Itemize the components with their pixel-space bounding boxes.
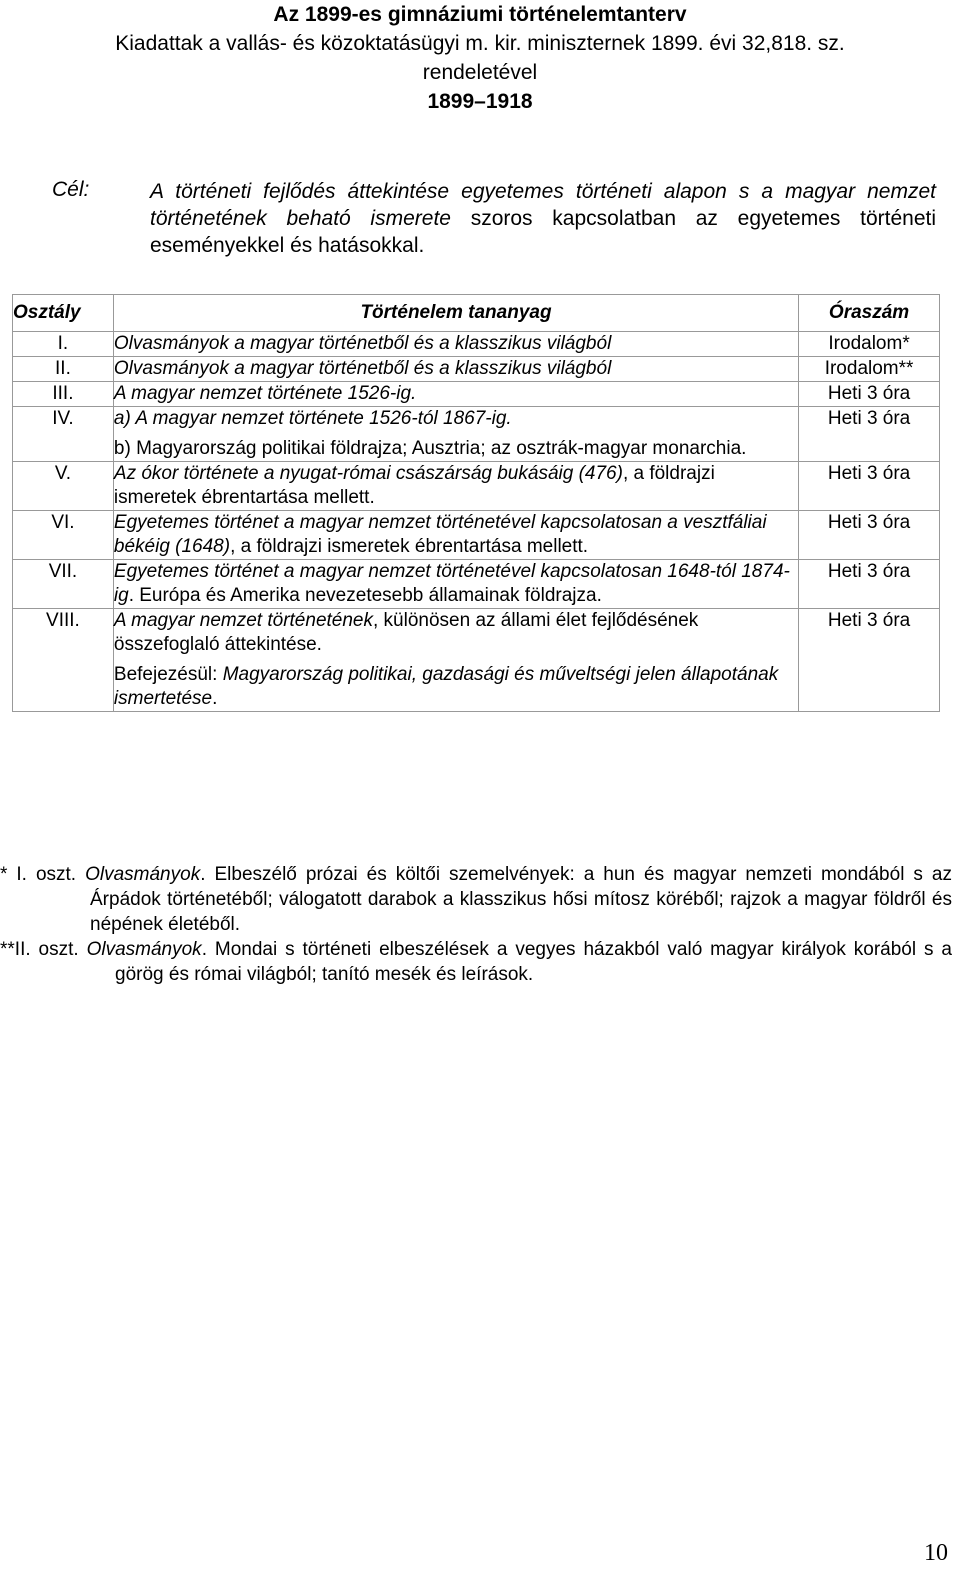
table-row bbox=[13, 511, 940, 560]
row-content bbox=[113, 560, 798, 609]
footnote-italic: Olvasmányok bbox=[85, 864, 201, 885]
row-hours: Heti 3 óra bbox=[799, 407, 940, 462]
row-content-conclusion bbox=[114, 663, 798, 711]
table-row bbox=[13, 407, 940, 462]
table-header-row bbox=[13, 295, 940, 332]
column-header-content: Történelem tananyag bbox=[113, 295, 798, 332]
row-content-italic: Egyetemes történet a magyar nemzet történetével kapcsolatosan a vesztfáliai békéig (1648) bbox=[113, 512, 767, 557]
table-row bbox=[13, 609, 940, 712]
row-content bbox=[113, 511, 798, 560]
row-class: V. bbox=[13, 462, 114, 511]
row-content: A magyar nemzet története 1526-ig. bbox=[113, 382, 798, 407]
row-class: III. bbox=[13, 382, 114, 407]
goal-text bbox=[150, 178, 936, 259]
row-content-b: b) Magyarország politikai földrajza; Ausztria; az osztrák-magyar monarchia. bbox=[113, 438, 747, 459]
row-content-italic: Egyetemes történet a magyar nemzet történetével kapcsolatosan 1648-tól 1874-ig bbox=[113, 561, 790, 606]
footnote-1 bbox=[0, 862, 952, 937]
row-content bbox=[113, 609, 798, 712]
row-content-rest: , a földrajzi ismeretek ébrentartása mellett. bbox=[230, 536, 589, 557]
row-hours: Heti 3 óra bbox=[799, 511, 940, 560]
column-header-class: Osztály bbox=[13, 295, 114, 332]
footnote-italic: Olvasmányok bbox=[86, 939, 202, 960]
row-class: IV. bbox=[13, 407, 114, 462]
row-hours: Heti 3 óra bbox=[799, 560, 940, 609]
goal-text-italic: A történeti fejlődés áttekintése egyetemes történeti alapon s a magyar nemzet történetének beható ismerete bbox=[150, 180, 936, 230]
footnotes bbox=[0, 862, 952, 987]
document-years: 1899–1918 bbox=[427, 90, 533, 113]
curriculum-table bbox=[12, 294, 940, 712]
document-subtitle-line2: rendeletével bbox=[422, 61, 538, 84]
page-number: 10 bbox=[924, 1540, 948, 1566]
row-content: Olvasmányok a magyar történetből és a klasszikus világból bbox=[113, 332, 798, 357]
row-class: VII. bbox=[13, 560, 114, 609]
goal-text-rest: szoros kapcsolatban az egyetemes történeti eseményekkel és hatásokkal. bbox=[150, 207, 936, 257]
row-content-rest: . Európa és Amerika nevezetesebb államainak földrajza. bbox=[128, 585, 602, 606]
row-class: VIII. bbox=[13, 609, 114, 712]
row-content-a: a) A magyar nemzet története 1526-tól 1867-ig. bbox=[113, 408, 512, 429]
footnote-text: . Mondai s történeti elbeszélések a vegyes házakból való magyar királyok korából s a görög és római világból; tanító mesék és leírások. bbox=[115, 939, 952, 985]
row-content-italic: A magyar nemzet történetének bbox=[113, 610, 373, 631]
row-class: I. bbox=[13, 332, 114, 357]
document-subtitle-line1: Kiadattak a vallás- és közoktatásügyi m. kir. miniszternek 1899. évi 32,818. sz. bbox=[115, 32, 845, 55]
table-row bbox=[13, 332, 940, 357]
footnote-prefix: * I. oszt. bbox=[0, 864, 86, 885]
row-hours: Heti 3 óra bbox=[799, 462, 940, 511]
row-content bbox=[113, 407, 798, 462]
row-content-rest: , a földrajzi ismeretek ébrentartása mellett. bbox=[113, 463, 715, 508]
table-row bbox=[13, 357, 940, 382]
goal-label: Cél: bbox=[52, 178, 90, 201]
row-hours: Irodalom** bbox=[799, 357, 940, 382]
column-header-hours: Óraszám bbox=[799, 295, 940, 332]
row-content bbox=[113, 462, 798, 511]
row-content-italic: Az ókor története a nyugat-római császárság bukásáig (476) bbox=[113, 463, 623, 484]
row-content: Olvasmányok a magyar történetből és a klasszikus világból bbox=[113, 357, 798, 382]
footnote-2 bbox=[0, 937, 952, 987]
row-content-rest: , különösen az állami élet fejlődésének összefoglaló áttekintése. bbox=[113, 610, 699, 655]
document-title: Az 1899-es gimnáziumi történelemtanterv bbox=[273, 3, 687, 26]
row-hours: Heti 3 óra bbox=[799, 382, 940, 407]
footnote-text: . Elbeszélő prózai és költői szemelvények: a hun és magyar nemzeti mondából s az Árpádok történetéből; válogatott darabok a klasszikus hősi mítosz köréből; rajzok a magyar földről és népének életéből. bbox=[90, 864, 952, 935]
conclusion-suffix: . bbox=[212, 688, 218, 709]
row-class: II. bbox=[13, 357, 114, 382]
row-hours: Irodalom* bbox=[799, 332, 940, 357]
title-block bbox=[0, 0, 960, 116]
conclusion-italic: Magyarország politikai, gazdasági és műveltségi jelen állapotának ismertetése bbox=[113, 664, 779, 709]
conclusion-prefix: Befejezésül: bbox=[113, 664, 223, 685]
row-hours: Heti 3 óra bbox=[799, 609, 940, 712]
table-row bbox=[13, 560, 940, 609]
row-class: VI. bbox=[13, 511, 114, 560]
footnote-prefix: **II. oszt. bbox=[0, 939, 87, 960]
table-row bbox=[13, 462, 940, 511]
table-row bbox=[13, 382, 940, 407]
